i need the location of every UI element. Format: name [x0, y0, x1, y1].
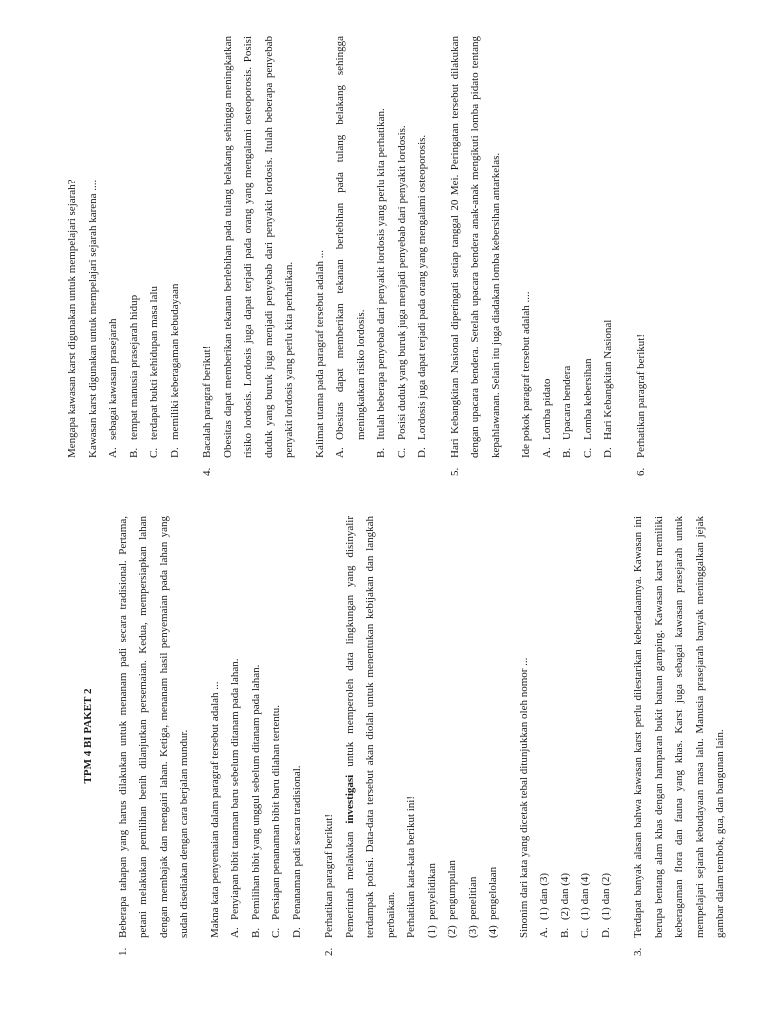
- option-b: [555, 516, 576, 938]
- option-label: B.: [375, 447, 387, 458]
- word-item: [422, 516, 443, 938]
- word-number: (2): [446, 925, 458, 938]
- question-number: 3.: [632, 947, 644, 956]
- question-6: [631, 36, 652, 476]
- question-passage: Hari Kebangkitan Nasional diperingati setiap tanggal 20 Mei. Peringatan tersebut dilakukan dengan upacara bendera. Setelah upacara bendera anak-anak mengikuti lomba pidato tentang kepahlawanan. Selain itu juga diadakan lomba kebersihan antarkelas.: [448, 36, 502, 458]
- option-b: [246, 516, 267, 938]
- question-text: Kalimat utama pada paragraf tersebut adalah ...: [313, 250, 326, 458]
- option-text: Itulah beberapa penyebab dari penyakit lordosis yang perlu kita perhatikan.: [375, 108, 387, 440]
- option-label: D.: [602, 447, 614, 458]
- question-text: Mengapa kawasan karst digunakan untuk mempelajari sejarah?: [66, 179, 78, 458]
- option-text: Penyiapan bibit tanaman baru sebelum ditanam pada lahan.: [229, 658, 241, 920]
- option-a: [534, 516, 555, 938]
- option-d: [165, 36, 186, 458]
- option-label: C.: [395, 447, 408, 458]
- option-text: Persiapan penanaman bibit baru dilahan tertentu.: [270, 704, 282, 920]
- option-text: (1) dan (2): [599, 872, 612, 920]
- option-text: Posisi duduk yang buruk juga menjadi penyebab dari penyakit lordosis.: [395, 125, 408, 440]
- word-item: [463, 516, 484, 938]
- option-text: Lomba kebersihan: [581, 358, 594, 440]
- option-c: [578, 36, 599, 458]
- option-text: Penanaman padi secara tradisional.: [290, 765, 303, 920]
- question-passage: Beberapa tahapan yang harus dilakukan untuk menanam padi secara tradisional. Pertama, petani melakukan pemilihan benih dilanjutkan persemaian. Kedua, mempersiapkan lahan dengan membajak dan mengairi lahan. Ketiga, menanam hasil penyemaian pada lahan yang sudah disediakan dengan cara berjalan mundur.: [116, 516, 190, 938]
- question-intro: Bacalah paragraf berikut!: [201, 345, 213, 458]
- question-text: Makna kata penyemaian dalam paragraf tersebut adalah ...: [208, 681, 221, 938]
- option-label: C.: [581, 447, 594, 458]
- word-text: pengumpulan: [446, 860, 458, 920]
- option-text: sebagai kawasan prasejarah: [107, 318, 119, 440]
- question-1: [113, 516, 308, 956]
- option-label: D.: [168, 447, 181, 458]
- option-text: Upacara bendera: [561, 365, 573, 440]
- option-label: D.: [290, 927, 303, 938]
- right-column: [62, 36, 651, 476]
- option-label: C.: [579, 927, 591, 938]
- question-passage: Terdapat banyak alasan bahwa kawasan karst perlu dilestarikan keberadaannya. Kawasan ini berupa bentang alam khas dengan hamparan bukit batuan gamping. Kawasan karst memiliki keberagaman flora dan fauna yang khas. Karst juga sebagai kawasan prasejarah untuk mempelajari sejarah kebudayaan masa lalu. Manusia prasejarah banyak meninggalkan jejak gambar dalam tembok, gua, dan bangunan lain.: [632, 516, 726, 938]
- word-number: (1): [425, 925, 438, 938]
- option-label: A.: [334, 447, 346, 458]
- word-number: (4): [487, 925, 499, 938]
- option-label: A.: [538, 927, 550, 938]
- option-d: [596, 516, 617, 938]
- question-intro: Perhatikan paragraf berikut!: [634, 334, 647, 458]
- question-number: 2.: [323, 947, 335, 956]
- option-text: (2) dan (4): [558, 872, 571, 920]
- option-label: D.: [599, 927, 612, 938]
- option-label: A.: [107, 447, 119, 458]
- question-number: 5.: [448, 467, 461, 476]
- question-number: 1.: [116, 947, 129, 956]
- option-text: terdapat bukti kehidupan masa lalu: [148, 286, 160, 440]
- question-text: Ide pokok paragraf tersebut adalah ....: [520, 291, 532, 458]
- option-d: [287, 516, 308, 938]
- question-number: 6.: [634, 467, 647, 476]
- option-d: [412, 36, 433, 458]
- question-3: [628, 516, 731, 956]
- question-number: 4.: [201, 467, 213, 476]
- option-text: memiliki keberagaman kebudayaan: [168, 283, 181, 440]
- option-label: B.: [127, 447, 140, 458]
- option-text: tempat manusia prasejarah hidup: [127, 294, 140, 440]
- option-b: [371, 36, 392, 458]
- passage-text: untuk memperoleh data lingkungan yang disinyalir terdampak polusi. Data-data tersebut akan diolah untuk menentukan kebijakan dan langkah perbaikan.: [343, 516, 397, 938]
- question-4: [197, 36, 433, 476]
- option-c: [266, 516, 287, 938]
- word-text: penelitian: [466, 876, 479, 920]
- words-intro: Perhatikan kata-kata berikut ini!: [405, 795, 417, 938]
- option-text: Lordosis juga dapat terjadi pada orang yang mengalami osteoporosis.: [416, 134, 428, 440]
- option-a: [330, 36, 371, 458]
- question-2: [319, 516, 616, 956]
- question-text: Sinonim dari kata yang dicetak tebal ditunjukkan oleh nomor ...: [517, 657, 530, 938]
- question-intro: Perhatikan paragraf berikut!: [323, 814, 335, 938]
- option-b: [557, 36, 578, 458]
- option-label: B.: [561, 447, 573, 458]
- option-label: B.: [249, 927, 262, 938]
- option-c: [144, 36, 165, 458]
- document-title: TPM 4 BI PAKET 2: [82, 688, 94, 784]
- word-item: [442, 516, 463, 938]
- option-text: Obesitas dapat memberikan tekanan berlebihan pada tulang belakang sehingga meningkatkan risiko lordosis.: [334, 36, 367, 440]
- option-b: [124, 36, 145, 458]
- word-text: pengelolaan: [487, 866, 499, 920]
- option-label: B.: [558, 927, 571, 938]
- option-a: [103, 36, 124, 458]
- option-d: [598, 36, 619, 458]
- question-passage: Obesitas dapat memberikan tekanan berlebihan pada tulang belakang sehingga meningkatkan risiko lordosis. Lordosis juga dapat terjadi pada orang yang mengalami osteoporosis. Posisi duduk yang buruk juga menjadi penyebab dari penyakit lordosis. Itulah beberapa penyebab penyakit lordosis yang perlu kita perhatikan.: [221, 36, 295, 458]
- option-label: D.: [416, 447, 428, 458]
- option-a: [225, 516, 246, 938]
- bold-word: investigasi: [343, 774, 356, 824]
- option-text: (1) dan (3): [538, 872, 550, 920]
- word-item: [483, 516, 504, 938]
- left-column: [78, 516, 731, 956]
- word-number: (3): [466, 925, 479, 938]
- question-passage: [340, 516, 402, 938]
- option-text: Pemilihan bibit yang unggul sebelum ditanam pada lahan.: [249, 664, 262, 920]
- option-label: A.: [229, 927, 241, 938]
- option-text: Lomba pidato: [540, 378, 553, 440]
- option-c: [575, 516, 596, 938]
- question-text: Kawasan karst digunakan untuk mempelajari sejarah karena ....: [86, 179, 99, 458]
- option-c: [392, 36, 413, 458]
- question-3-continued: [62, 36, 185, 476]
- option-text: Hari Kebangkitan Nasional: [602, 319, 614, 440]
- option-label: A.: [540, 447, 553, 458]
- option-text: (1) dan (4): [579, 872, 591, 920]
- question-5: [445, 36, 619, 476]
- option-label: C.: [148, 447, 160, 458]
- word-text: penyelidikan: [425, 863, 438, 920]
- option-a: [537, 36, 558, 458]
- option-label: C.: [270, 927, 282, 938]
- passage-text: Pemerintah melakukan: [343, 823, 356, 938]
